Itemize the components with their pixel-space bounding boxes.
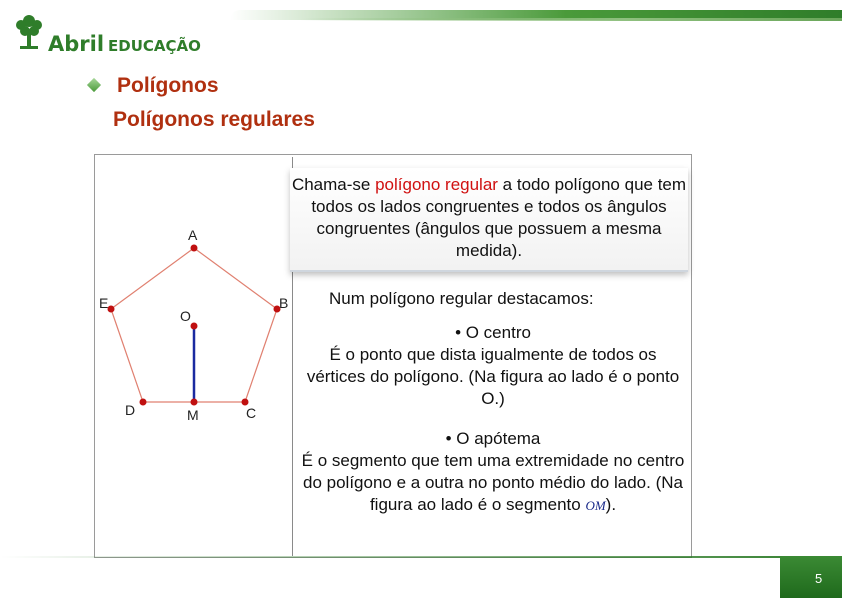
highlights-heading: Num polígono regular destacamos: [329,289,594,308]
point-o [191,323,198,330]
footer-line [0,556,842,558]
slide-subtitle: Polígonos regulares [113,108,315,131]
label-b: B [279,295,289,311]
item-centro-body: É o ponto que dista igualmente de todos os vértices do polígono. (Na figura ao lado é o ponto O.) [306,345,680,408]
label-d: D [125,402,136,418]
item-apotema-body [300,450,686,517]
item-apotema [300,428,686,517]
header-stripe-thin [300,18,842,21]
item-centro [300,322,686,410]
edge-ab [194,248,277,309]
callout-pre: Chama-se [291,175,376,194]
label-m: M [187,407,199,423]
title-bullet-icon [87,78,101,92]
point-e [108,306,115,313]
edge-de [111,309,143,402]
definition-callout [290,168,688,272]
callout-highlight: polígono regular [375,175,498,194]
page-number: 5 [815,571,823,586]
segment-om-label: OM [585,498,606,513]
edge-bc [245,309,277,402]
point-a [191,245,198,252]
tree-icon [12,12,46,50]
item-apotema-title: • O apótema [445,429,541,448]
label-c: C [246,405,257,421]
item-apotema-body-post: ). [605,495,617,514]
logo-text [48,32,201,56]
footer-tab [780,556,842,598]
logo-subtitle: EDUCAÇÃO [108,37,201,55]
point-d [140,399,147,406]
logo-brand: Abril [48,32,105,56]
slide-title: Polígonos [117,74,219,97]
edge-ea [111,248,194,309]
label-o: O [180,308,191,324]
point-m [191,399,198,406]
callout-post: a todo polígono que tem todos os lados congruentes e todos os ângulos congruentes (ângulos que possuem a mesma medida). [311,175,687,260]
brand-logo [12,12,201,56]
label-e: E [99,295,109,311]
item-centro-title: • O centro [455,323,531,342]
item-apotema-body-pre: É o segmento que tem uma extremidade no centro do polígono e a outra no ponto médio do lado. (Na figura ao lado é o segmento [301,451,685,514]
label-a: A [188,227,198,243]
pentagon-figure [96,156,292,446]
